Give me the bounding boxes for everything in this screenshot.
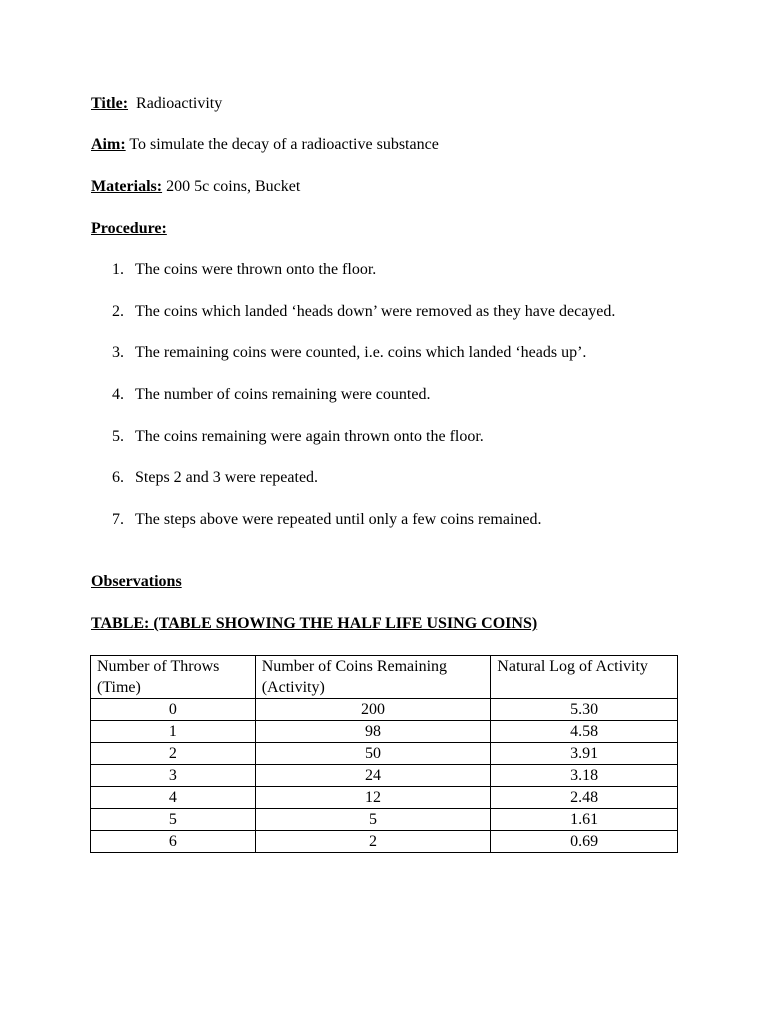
title-value: Radioactivity [136,95,223,112]
cell-throws: 6 [91,831,256,853]
table-row [91,765,678,787]
procedure-step [112,302,615,322]
cell-coins: 12 [255,787,491,809]
table-header-row [91,656,678,699]
header-log-line1: Natural Log of Activity [497,658,648,675]
cell-log: 1.61 [491,809,678,831]
materials-label: Materials: [91,178,163,195]
step-text: The coins which landed ‘heads down’ were removed as they have decayed. [135,303,616,320]
procedure-step [112,510,542,530]
header-coins-line1: Number of Coins Remaining [261,658,448,675]
cell-throws: 4 [91,787,256,809]
header-coins [255,656,491,699]
cell-coins: 98 [255,721,491,743]
cell-log: 2.48 [491,787,678,809]
header-throws-line1: Number of Throws [97,658,220,675]
step-number: 5. [112,428,124,445]
step-text: The coins remaining were again thrown onto the floor. [135,428,484,445]
cell-log: 5.30 [491,699,678,721]
procedure-heading: Procedure: [91,220,167,237]
step-number: 7. [112,511,124,528]
aim-label: Aim: [91,136,126,153]
aim-value: To simulate the decay of a radioactive substance [129,136,439,153]
step-number: 3. [112,344,124,361]
cell-log: 3.91 [491,743,678,765]
table-row [91,699,678,721]
cell-coins: 2 [255,831,491,853]
title-label: Title: [91,95,129,112]
step-text: The remaining coins were counted, i.e. coins which landed ‘heads up’. [135,344,587,361]
procedure-step [112,385,430,405]
step-text: Steps 2 and 3 were repeated. [135,469,319,486]
cell-throws: 0 [91,699,256,721]
cell-log: 4.58 [491,721,678,743]
cell-throws: 5 [91,809,256,831]
table-caption: TABLE: (TABLE SHOWING THE HALF LIFE USING COINS) [91,615,538,632]
table-row [91,809,678,831]
table-row [91,743,678,765]
procedure-step [112,427,484,447]
aim-line [91,135,439,155]
materials-value: 200 5c coins, Bucket [166,178,301,195]
cell-log: 3.18 [491,765,678,787]
step-text: The number of coins remaining were counted. [135,386,431,403]
cell-coins: 5 [255,809,491,831]
step-text: The coins were thrown onto the floor. [135,261,377,278]
table-row [91,831,678,853]
step-text: The steps above were repeated until only a few coins remained. [135,511,542,528]
cell-throws: 3 [91,765,256,787]
cell-coins: 24 [255,765,491,787]
cell-throws: 2 [91,743,256,765]
observations-heading: Observations [91,573,182,590]
table-row [91,787,678,809]
step-number: 1. [112,261,124,278]
header-coins-line2: (Activity) [261,679,325,696]
cell-log: 0.69 [491,831,678,853]
step-number: 6. [112,469,124,486]
cell-throws: 1 [91,721,256,743]
procedure-step [112,343,586,363]
header-throws [91,656,256,699]
materials-line [91,177,300,197]
step-number: 2. [112,303,124,320]
procedure-step [112,260,376,280]
title-line [91,94,222,114]
step-number: 4. [112,386,124,403]
table-row [91,721,678,743]
data-table [90,655,678,853]
procedure-step [112,468,318,488]
cell-coins: 200 [255,699,491,721]
cell-coins: 50 [255,743,491,765]
header-throws-line2: (Time) [97,679,141,696]
header-natural-log [491,656,678,699]
